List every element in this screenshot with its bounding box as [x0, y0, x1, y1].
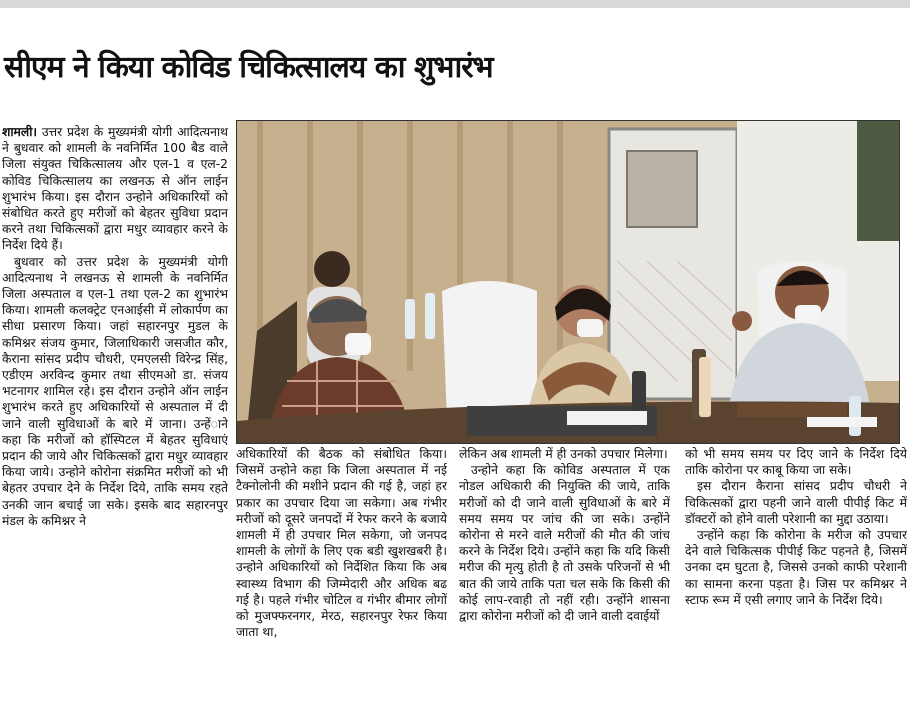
meeting-photo-illustration [237, 121, 899, 443]
paragraph: लेकिन अब शामली में ही उनको उपचार मिलेगा। [459, 447, 668, 461]
article-column-2 [236, 446, 447, 720]
paragraph: बुधवार को उत्तर प्रदेश के मुख्यमंत्री योगी आदित्यनाथ ने लखनऊ से शामली के नवनिर्मित जिला अस्पताल व एल-1 तथा एल-2 का शुभारंभ किया। शामली कलक्ट्रेट एनआईसी में लोकार्पण का सीधा प्रसारण किया। जहां सहारनपुर मुडल के कमिश्नर संजय कुमार, जिलाधिकारी जसजीत कौर, कैराना सांसद प्रदीप चौधरी, एमएलसी विरेन्द्र सिंह, एडीएम अरविन्द कुमार तथा सीएमओ डा. संजय भटनागर शामिल रहे। इस दौरान उन्होने ऑन लाईन शुभारंभ करते हुए अधिकारियों से अस्पताल में दी जाने वाली सुविधाओं के बारे में जाना। उन्हेंाने कहा कि मरीजों को हॉस्पिटल में बेहतर सुविधाएं प्रदान की जाये और चिकित्सकों द्वारा मधुर व्यावहार किया जाये। उन्होने कोरोना संक्रमित मरीजों को भी बेहतर उपचार देने के निर्देश दिये, ताकि समय रहते उनकी जान बचाई जा सके। इसके बाद सहारनपुर मंडल के कमिश्नर ने [2, 254, 228, 528]
paragraph: अधिकारियों की बैठक को संबोधित किया। जिसमें उन्होने कहा कि जिला अस्पताल में नई टैक्नोलोनी की मशीने प्रदान की गई है, जहां हर प्रकार का उपचार दिया जा सकेगा। अब गंभीर मरीजों को दूसरे जनपदों में रेफर करने के बजाये शामली में ही उपचार मिल सकेगा, जो जनपद शामली के लोगों के लिए एक बडी खुशखबरी है। उन्होने अधिकारियों को निर्देशित किया कि अब स्वास्थ्य विभाग की जिम्मेदारी और अधिक बढ गई है। पहले गंभीर चोटिल व गंभीर बीमार लोगों को मुजफ्फरनगर, मेरठ, सहारनपुर रेफर किया जाता था, [236, 447, 447, 640]
paragraph: उन्होने कहा कि कोविड अस्पताल में एक नोडल अधिकारी की नियुक्ति की जाये, ताकि मरीजों को दी जाने वाली सुविधाओं के बारे में समय समय पर जांच की जा सके। उन्होंने कोरोना से मरने वाले मरीजों की मौत की जांच करने के निर्देश दिये। उन्होंने कहा कि यदि किसी मरीज की मृत्यु होती है तो उसके परिजनों से भी बात की जाये ताकि पता चल सके कि किसी की कोई लाप-रवाही तो नहीं रही। उन्होंने शासना द्वारा कोरोना मरीजों को दी जाने वाली दवाईयों [459, 463, 670, 624]
article-column-4 [685, 446, 907, 720]
headline: सीएम ने किया कोविड चिकित्सालय का शुभारंभ [4, 50, 493, 85]
dateline: शामली। [2, 125, 38, 139]
paragraph: उन्होंने कहा कि कोरोना के मरीज को उपचार देने वाले चिकित्सक पीपीई किट पहनते है, जिसमें उनका दम घुटता है, जिससे उनको काफी परेशानी का सामना करना पड़ता है। जिस पर कमिश्नर ने स्टाफ रूम में एसी लगाए जाने के निर्देश दिये। [685, 528, 907, 607]
page-top-strip [0, 0, 910, 8]
meeting-photo [236, 120, 900, 444]
article-column-3 [459, 446, 670, 720]
paragraph: को भी समय समय पर दिए जाने के निर्देश दिये ताकि कोरोना पर काबू किया जा सके। [685, 447, 907, 478]
paragraph [2, 124, 228, 254]
article-column-1 [2, 124, 228, 720]
paragraph-text: उत्तर प्रदेश के मुख्यमंत्री योगी आदित्यनाथ ने बुधवार को शामली के नवनिर्मित 100 बैड वाले जिला संयुक्त चिकित्सालय और एल-1 व एल-2 कोविड चिकित्सालय का लखनऊ से ऑन लाईन शुभारंभ किया। इस दौरान उन्होने अधिकारियों को संबोधित करते हुए मरीजों को बेहतर सुविधा प्रदान करने तथा चिकित्सकों द्वारा मधुर व्यावहार करने के निर्देश दिये हैं। [2, 125, 228, 253]
paragraph: इस दौरान कैराना सांसद प्रदीप चौधरी ने चिकित्सकों द्वारा पहनी जाने वाली पीपीई किट में डॉक्टरों को होने वाली परेशानी का मुद्दा उठाया। [685, 479, 907, 526]
